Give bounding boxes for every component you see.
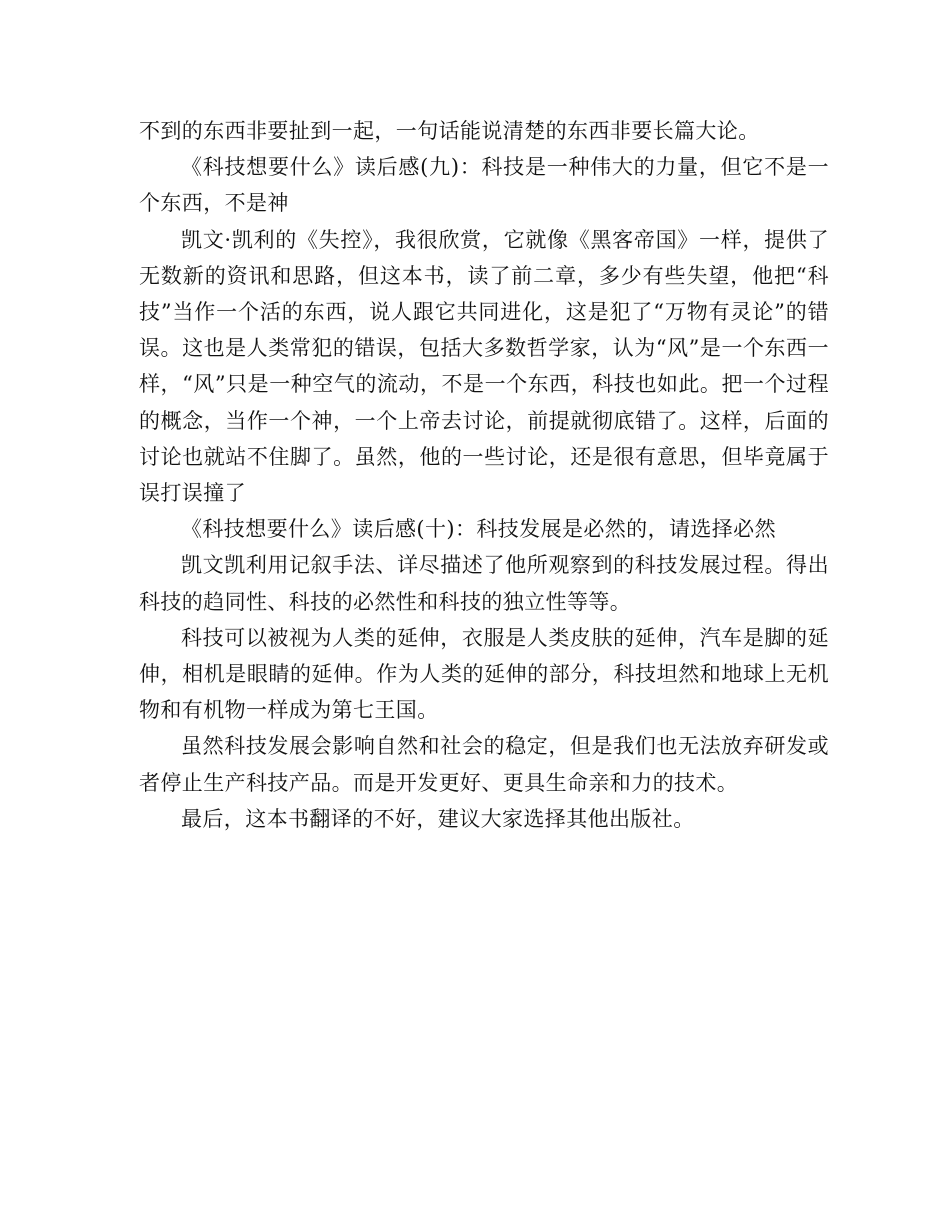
paragraph-review-10-extension: 科技可以被视为人类的延伸，衣服是人类皮肤的延伸，汽车是脚的延伸，相机是眼睛的延伸。作为人类的延伸的部分，科技坦然和地球上无机物和有机物一样成为第七王国。 xyxy=(139,625,829,723)
paragraph-review-10-stability: 虽然科技发展会影响自然和社会的稳定，但是我们也无法放弃研发或者停止生产科技产品。而是开发更好、更具生命亲和力的技术。 xyxy=(139,734,829,795)
heading-review-10: 《科技想要什么》读后感(十)：科技发展是必然的，请选择必然 xyxy=(181,517,776,542)
heading-review-9: 《科技想要什么》读后感(九)：科技是一种伟大的力量，但它不是一个东西，不是神 xyxy=(139,155,829,216)
paragraph-review-9-body: 凯文·凯利的《失控》，我很欣赏，它就像《黑客帝国》一样，提供了无数新的资讯和思路，但这本书，读了前二章，多少有些失望，他把“科技”当作一个活的东西，说人跟它共同进化，这是犯了“万物有灵论”的错误。这也是人类常犯的错误，包括大多数哲学家，认为“风”是一个东西一样，“风”只是一种空气的流动，不是一个东西，科技也如此。把一个过程的概念，当作一个神，一个上帝去讨论，前提就彻底错了。这样，后面的讨论也就站不住脚了。虽然，他的一些讨论，还是很有意思，但毕竟属于误打误撞了 xyxy=(139,227,829,506)
document-body xyxy=(139,113,829,837)
paragraph-review-10-intro: 凯文凯利用记叙手法、详尽描述了他所观察到的科技发展过程。得出科技的趋同性、科技的必然性和科技的独立性等等。 xyxy=(139,553,829,614)
paragraph-review-10-conclusion: 最后，这本书翻译的不好，建议大家选择其他出版社。 xyxy=(181,806,695,831)
paragraph-continuation: 不到的东西非要扯到一起，一句话能说清楚的东西非要长篇大论。 xyxy=(139,119,760,143)
